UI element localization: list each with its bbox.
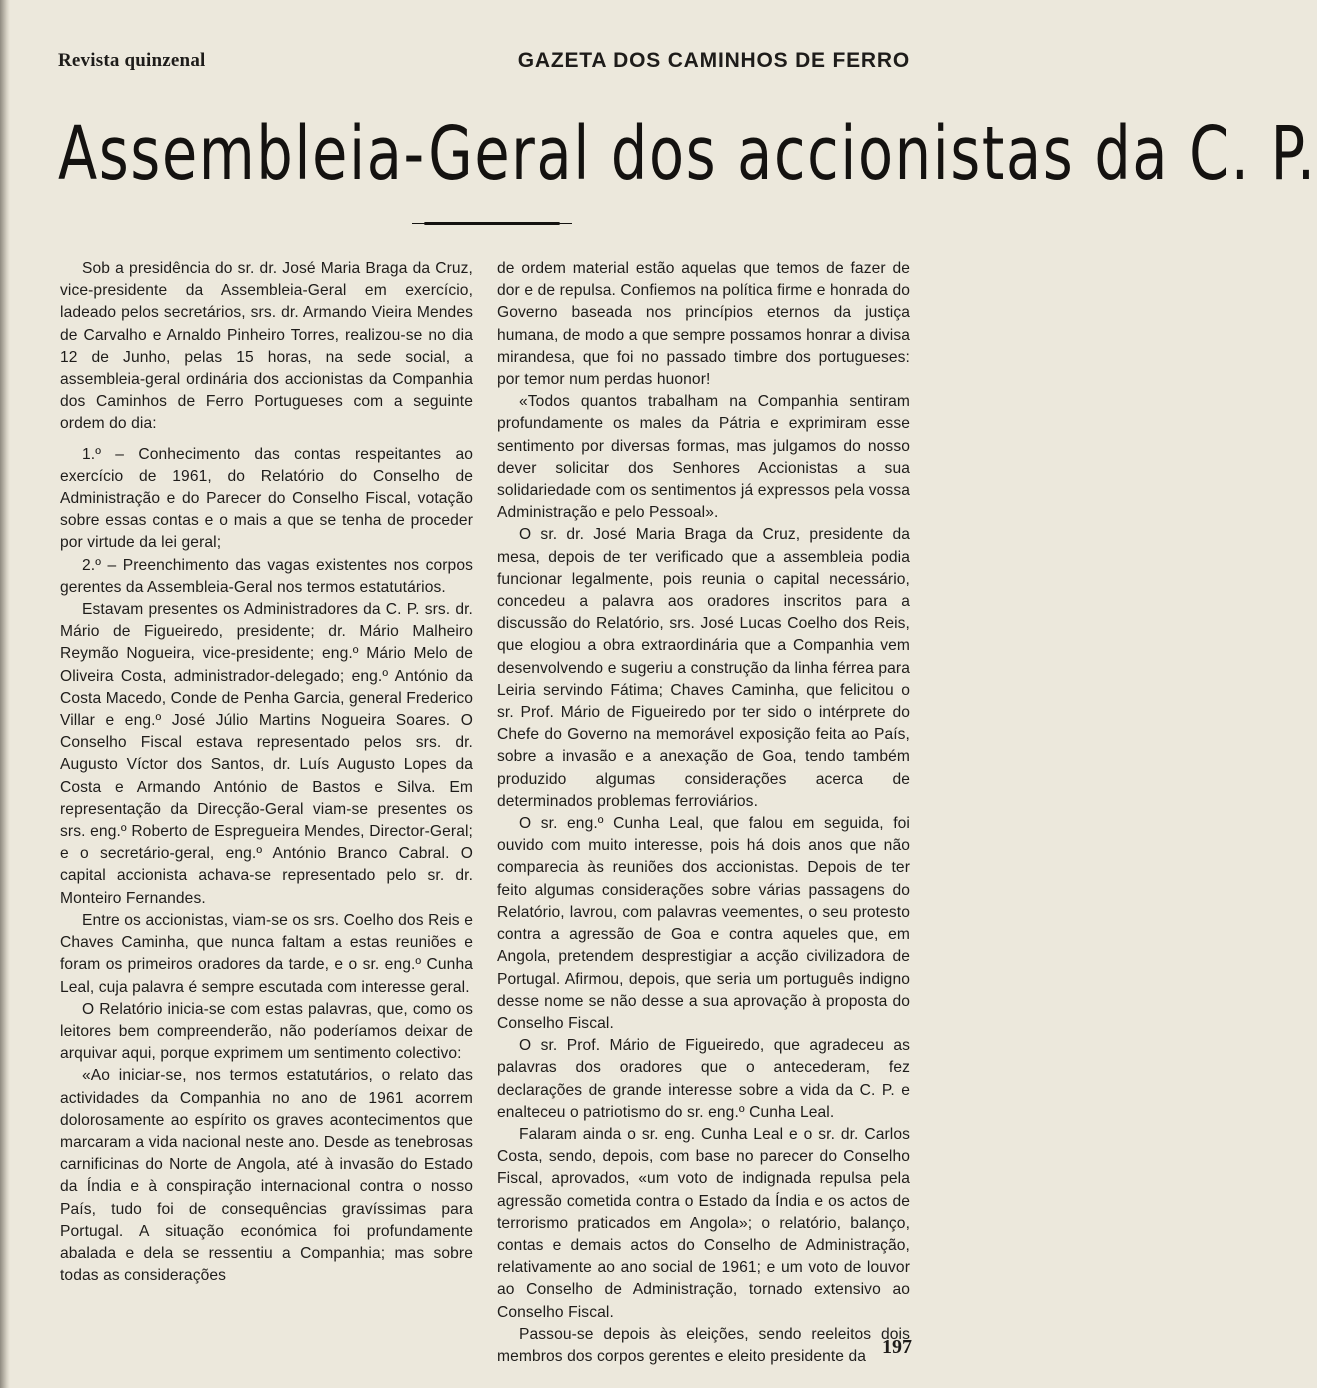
paragraph: Sob a presidência do sr. dr. José Maria Braga da Cruz, vice-presidente da Assembleia-Geral em exercício, ladeado pelos secretários, srs. dr. Armando Vieira Mendes de Carvalho e Arnaldo Pinheiro Torres, realizou-se no dia 12 de Junho, pelas 15 horas, na sede social, a assembleia-geral ordinária dos accionistas da Companhia dos Caminhos de Ferro Portugueses com a seguinte ordem do dia: (60, 260, 473, 433)
text-column-right (497, 258, 910, 1368)
running-header-left: Revista quinzenal (58, 50, 206, 71)
running-header-right: GAZETA DOS CAMINHOS DE FERRO (517, 49, 910, 72)
paragraph: Passou-se depois às eleições, sendo reeleitos dois membros dos corpos gerentes e eleito presidente da (497, 1325, 910, 1365)
paragraph: 2.º – Preenchimento das vagas existentes nos corpos gerentes da Assembleia-Geral nos termos estatutários. (60, 556, 473, 596)
page-number: 197 (882, 1336, 912, 1358)
paragraph: 1.º – Conhecimento das contas respeitantes ao exercício de 1961, do Relatório do Conselho de Administração e do Parecer do Conselho Fiscal, votação sobre essas contas e o mais a que se tenha de proceder por virtude da lei geral; (60, 445, 473, 552)
paragraph: Entre os accionistas, viam-se os srs. Coelho dos Reis e Chaves Caminha, que nunca faltam a estas reuniões e foram os primeiros oradores da tarde, e o sr. eng.º Cunha Leal, cuja palavra é sempre escutada com interesse geral. (60, 911, 473, 996)
paragraph: Falaram ainda o sr. eng. Cunha Leal e o sr. dr. Carlos Costa, sendo, depois, com base no parecer do Conselho Fiscal, aprovados, «um voto de indignada repulsa pela agressão cometida contra o Estado da Índia e os actos de terrorismo praticados em Angola»; o relatório, balanço, contas e demais actos do Conselho de Administração, relativamente ao ano social de 1961; e um voto de louvor ao Conselho de Administração, tornado extensivo ao Conselho Fiscal. (497, 1125, 910, 1321)
text-column-left (60, 258, 473, 1287)
title-divider (424, 222, 560, 225)
paragraph: O sr. Prof. Mário de Figueiredo, que agradeceu as palavras dos oradores que o antecederam, fez declarações de grande interesse sobre a vida da C. P. e enalteceu o patriotismo do sr. eng.º Cunha Leal. (497, 1037, 910, 1121)
paragraph: O sr. dr. José Maria Braga da Cruz, presidente da mesa, depois de ter verificado que a assembleia podia funcionar legalmente, pois reunia o capital necessário, concedeu a palavra aos oradores inscritos para a discussão do Relatório, srs. José Lucas Coelho dos Reis, que elogiou a obra extraordinária que a Companhia vem desenvolvendo e sugeriu a construção da linha férrea para Leiria servindo Fátima; Chaves Caminha, que felicitou o sr. Prof. Mário de Figueiredo por ter sido o intérprete do Chefe do Governo na memorável exposição feita ao País, sobre a invasão e a anexação de Goa, tendo também produzido algumas considerações acerca de determinados problemas ferroviários. (497, 526, 910, 810)
page-binding-edge (0, 0, 10, 1388)
paragraph: «Ao iniciar-se, nos termos estatutários, o relato das actividades da Companhia no ano de 1961 acorrem dolorosamente ao espírito os graves acontecimentos que marcaram a vida nacional neste ano. Desde as tenebrosas carnificinas do Norte de Angola, até à invasão do Estado da Índia e à conspiração internacional contra o nosso País, tudo foi de consequências gravíssimas para Portugal. A situação económica foi profundamente abalada e dela se ressentiu a Companhia; mas sobre todas as considerações (60, 1067, 473, 1285)
paragraph: «Todos quantos trabalham na Companhia sentiram profundamente os males da Pátria e exprimiram esse sentimento por diversas formas, mas julgamos do nosso dever solicitar dos Senhores Accionistas a sua solidariedade com os sentimentos já expressos pela vossa Administração e pelo Pessoal». (497, 393, 910, 522)
paragraph: Estavam presentes os Administradores da C. P. srs. dr. Mário de Figueiredo, presidente; dr. Mário Malheiro Reymão Nogueira, vice-presidente; eng.º Mário Melo de Oliveira Costa, administrador-delegado; eng.º António da Costa Macedo, Conde de Penha Garcia, general Frederico Villar e eng.º José Júlio Martins Nogueira Soares. O Conselho Fiscal estava representado pelos srs. dr. Augusto Víctor dos Santos, dr. Luís Augusto Lopes da Costa e Armando António de Bastos e Silva. Em representação da Direcção-Geral viam-se presentes os srs. eng.º Roberto de Espregueira Mendes, Director-Geral; e o secretário-geral, eng.º António Branco Cabral. O capital accionista achava-se representado pelo sr. dr. Monteiro Fernandes. (60, 601, 473, 907)
article-title: Assembleia-Geral dos accionistas da C. P. (58, 111, 1317, 197)
paragraph: de ordem material estão aquelas que temos de fazer de dor e de repulsa. Confiemos na política firme e honrada do Governo baseada nos princípios eternos da justiça humana, de modo a que sempre possamos honrar a divisa mirandesa, que foi no passado timbre dos portugueses: por temor num perdas huonor! (497, 260, 910, 389)
paragraph: O sr. eng.º Cunha Leal, que falou em seguida, foi ouvido com muito interesse, pois há dois anos que não comparecia às reuniões dos accionistas. Depois de ter feito algumas considerações sobre várias passagens do Relatório, lavrou, com palavras veementes, o seu protesto contra a agressão de Goa e contra aqueles que, em Angola, pretendem desprestigiar a acção civilizadora de Portugal. Afirmou, depois, que seria um português indigno desse nome se não desse a sua aprovação à proposta do Conselho Fiscal. (497, 815, 910, 1032)
paragraph: O Relatório inicia-se com estas palavras, que, como os leitores bem compreenderão, não poderíamos deixar de arquivar aqui, porque exprimem um sentimento colectivo: (60, 1000, 473, 1063)
